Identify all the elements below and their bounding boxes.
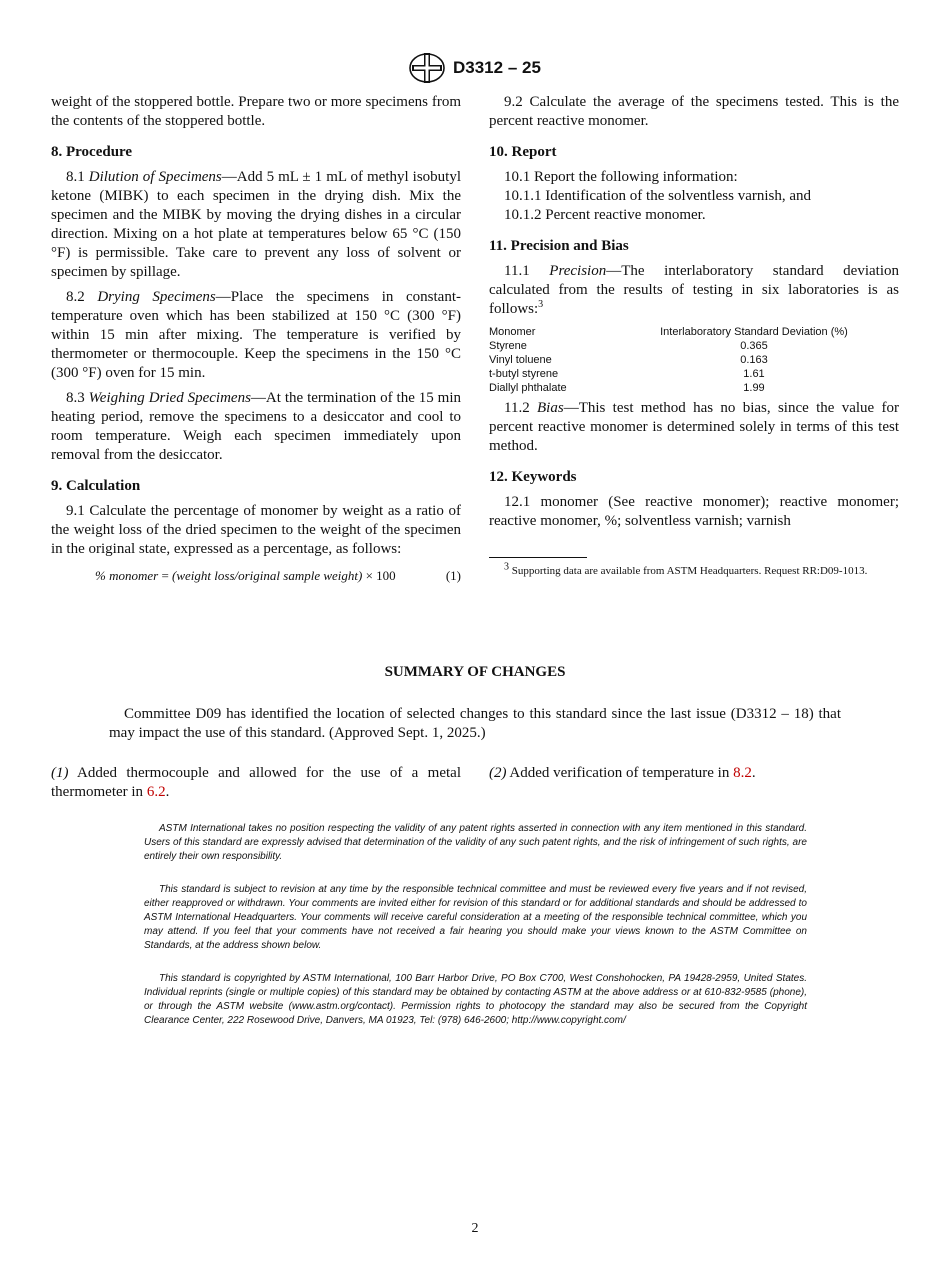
page-header bbox=[0, 52, 950, 84]
cell-deviation: 1.61 bbox=[743, 368, 765, 380]
paragraph-8-3: 8.3 Weighing Dried Specimens—At the termination of the 15 min heating period, remove the specimens to a desiccator and cool to room temperature. Weigh each specimen immediately upon removal from the desiccator. bbox=[51, 390, 462, 463]
section-link-8-2[interactable]: 8.2 bbox=[733, 765, 752, 781]
paragraph-9-2: 9.2 Calculate the average of the specimens tested. This is the percent reactive monomer. bbox=[489, 94, 899, 129]
cell-monomer: Vinyl toluene bbox=[489, 354, 552, 366]
paragraph-8-1: 8.1 Dilution of Specimens—Add 5 mL ± 1 mL of methyl isobutyl ketone (MIBK) to each specimen in the drying dish. Mix the specimen and the MIBK by moving the drying dishes in a circular direction. Mixing on a hot plate at temperatures below 65 °C (150 °F) is permissible. Take care to prevent any loss of solvent or specimen by spillage. bbox=[51, 169, 462, 280]
table-row bbox=[489, 367, 899, 381]
list-item: 10.1 Report the following information: bbox=[504, 169, 738, 185]
summary-heading: SUMMARY OF CHANGES bbox=[384, 664, 566, 680]
change-item-2: (2) Added verification of temperature in 8.2. bbox=[489, 765, 756, 781]
table-row bbox=[489, 381, 899, 395]
paragraph-11-2: 11.2 Bias—This test method has no bias, since the value for percent reactive monomer is determined solely in terms of this test method. bbox=[489, 400, 899, 454]
paragraph-9-1: 9.1 Calculate the percentage of monomer by weight as a ratio of the weight loss of the dried specimen to the weight of the specimen in the original state, expressed as a percentage, as follows: bbox=[51, 503, 461, 557]
summary-intro: Committee D09 has identified the location of selected changes to this standard since the last issue (D3312 – 18) that may impact the use of this standard. (Approved Sept. 1, 2025.) bbox=[109, 706, 841, 741]
cell-monomer: t-butyl styrene bbox=[489, 368, 559, 380]
right-column bbox=[489, 93, 899, 579]
cell-monomer: Diallyl phthalate bbox=[489, 382, 567, 394]
footnote-3: $^3$ Supporting data are available from ASTM Headquarters. Request RR:D09-1013. bbox=[504, 561, 868, 577]
revision-notice: This standard is subject to revision at any time by the responsible technical committee and must be reviewed every five years and if not revised, either reapproved or withdrawn. Your comments are invited either for revision of this standard or for additional standards and should be addressed to ASTM International Headquarters. Your comments will receive careful consideration at a meeting of the responsible technical committee, which you may attend. If you feel that your comments have not received a fair hearing you should make your views known to the ASTM Committee on Standards, at the address shown below. bbox=[144, 884, 807, 951]
report-list bbox=[489, 168, 899, 225]
table-header-row bbox=[489, 325, 899, 339]
cell-deviation: 1.99 bbox=[743, 382, 765, 394]
change-item-1: (1) Added thermocouple and allowed for the use of a metal thermometer in 6.2. bbox=[51, 765, 461, 800]
left-column bbox=[51, 93, 461, 587]
table-row bbox=[489, 339, 899, 353]
equation-number: (1) bbox=[445, 568, 461, 583]
astm-logo-icon bbox=[408, 52, 446, 84]
column-header-monomer: Monomer bbox=[489, 326, 536, 338]
list-item: 10.1.1 Identification of the solventless varnish, and bbox=[504, 188, 812, 204]
column-header-deviation: Interlaboratory Standard Deviation (%) bbox=[660, 326, 848, 338]
paragraph-8-2: 8.2 Drying Specimens—Place the specimens in constant-temperature oven which has been stabilized at 150 °C (300 °F) within 15 min after mixing. The temperature is verified by thermometer or thermocouple. Keep the specimens in the 150 °C (300 °F) oven for 15 min. bbox=[51, 289, 461, 381]
patent-notice: ASTM International takes no position respecting the validity of any patent rights asserted in connection with any item mentioned in this standard. Users of this standard are expressly advised that determination of the validity of any such patent rights, and the risk of infringement of such rights, are entirely their own responsibility. bbox=[144, 823, 807, 862]
footnote-divider bbox=[489, 557, 587, 558]
document-designation: D3312 – 25 bbox=[453, 58, 541, 77]
equation-expression: % monomer = (weight loss/original sample weight) × 100 bbox=[95, 568, 396, 583]
page-number: 2 bbox=[471, 1221, 479, 1236]
section-10-heading: 10. Report bbox=[489, 144, 557, 160]
precision-table bbox=[489, 325, 899, 395]
cell-deviation: 0.365 bbox=[740, 340, 768, 352]
legal-notices bbox=[144, 822, 807, 1047]
footnote-reference: 3 bbox=[538, 299, 544, 310]
paragraph-12-1: 12.1 monomer (See reactive monomer); reactive monomer; reactive monomer, %; solventless varnish; varnish bbox=[489, 494, 899, 529]
section-12-heading: 12. Keywords bbox=[489, 469, 577, 485]
section-8-heading: 8. Procedure bbox=[51, 144, 133, 160]
section-link-6-2[interactable]: 6.2 bbox=[146, 784, 166, 800]
list-item: 10.1.2 Percent reactive monomer. bbox=[504, 207, 706, 223]
section-11-heading: 11. Precision and Bias bbox=[489, 238, 629, 254]
paragraph-continued: weight of the stoppered bottle. Prepare two or more specimens from the contents of the stoppered bottle. bbox=[51, 94, 461, 129]
equation-1 bbox=[51, 565, 461, 587]
cell-monomer: Styrene bbox=[489, 340, 527, 352]
table-row bbox=[489, 353, 899, 367]
paragraph-11-1: 11.1 Precision—The interlaboratory standard deviation calculated from the results of testing in six laboratories is as follows:$^3$ bbox=[489, 263, 899, 317]
cell-deviation: 0.163 bbox=[740, 354, 768, 366]
section-9-heading: 9. Calculation bbox=[51, 478, 141, 494]
copyright-notice: This standard is copyrighted by ASTM International, 100 Barr Harbor Drive, PO Box C700, West Conshohocken, PA 19428-2959, United States. Individual reprints (single or multiple copies) of this standard may be obtained by contacting ASTM at the above address or at 610-832-9585 (phone), or through the ASTM website (www.astm.org/contact). Permission rights to photocopy the standard may also be secured from the Copyright Clearance Center, 222 Rosewood Drive, Danvers, MA 01923, Tel: (978) 646-2600; http://www.copyright.com/ bbox=[144, 973, 807, 1026]
